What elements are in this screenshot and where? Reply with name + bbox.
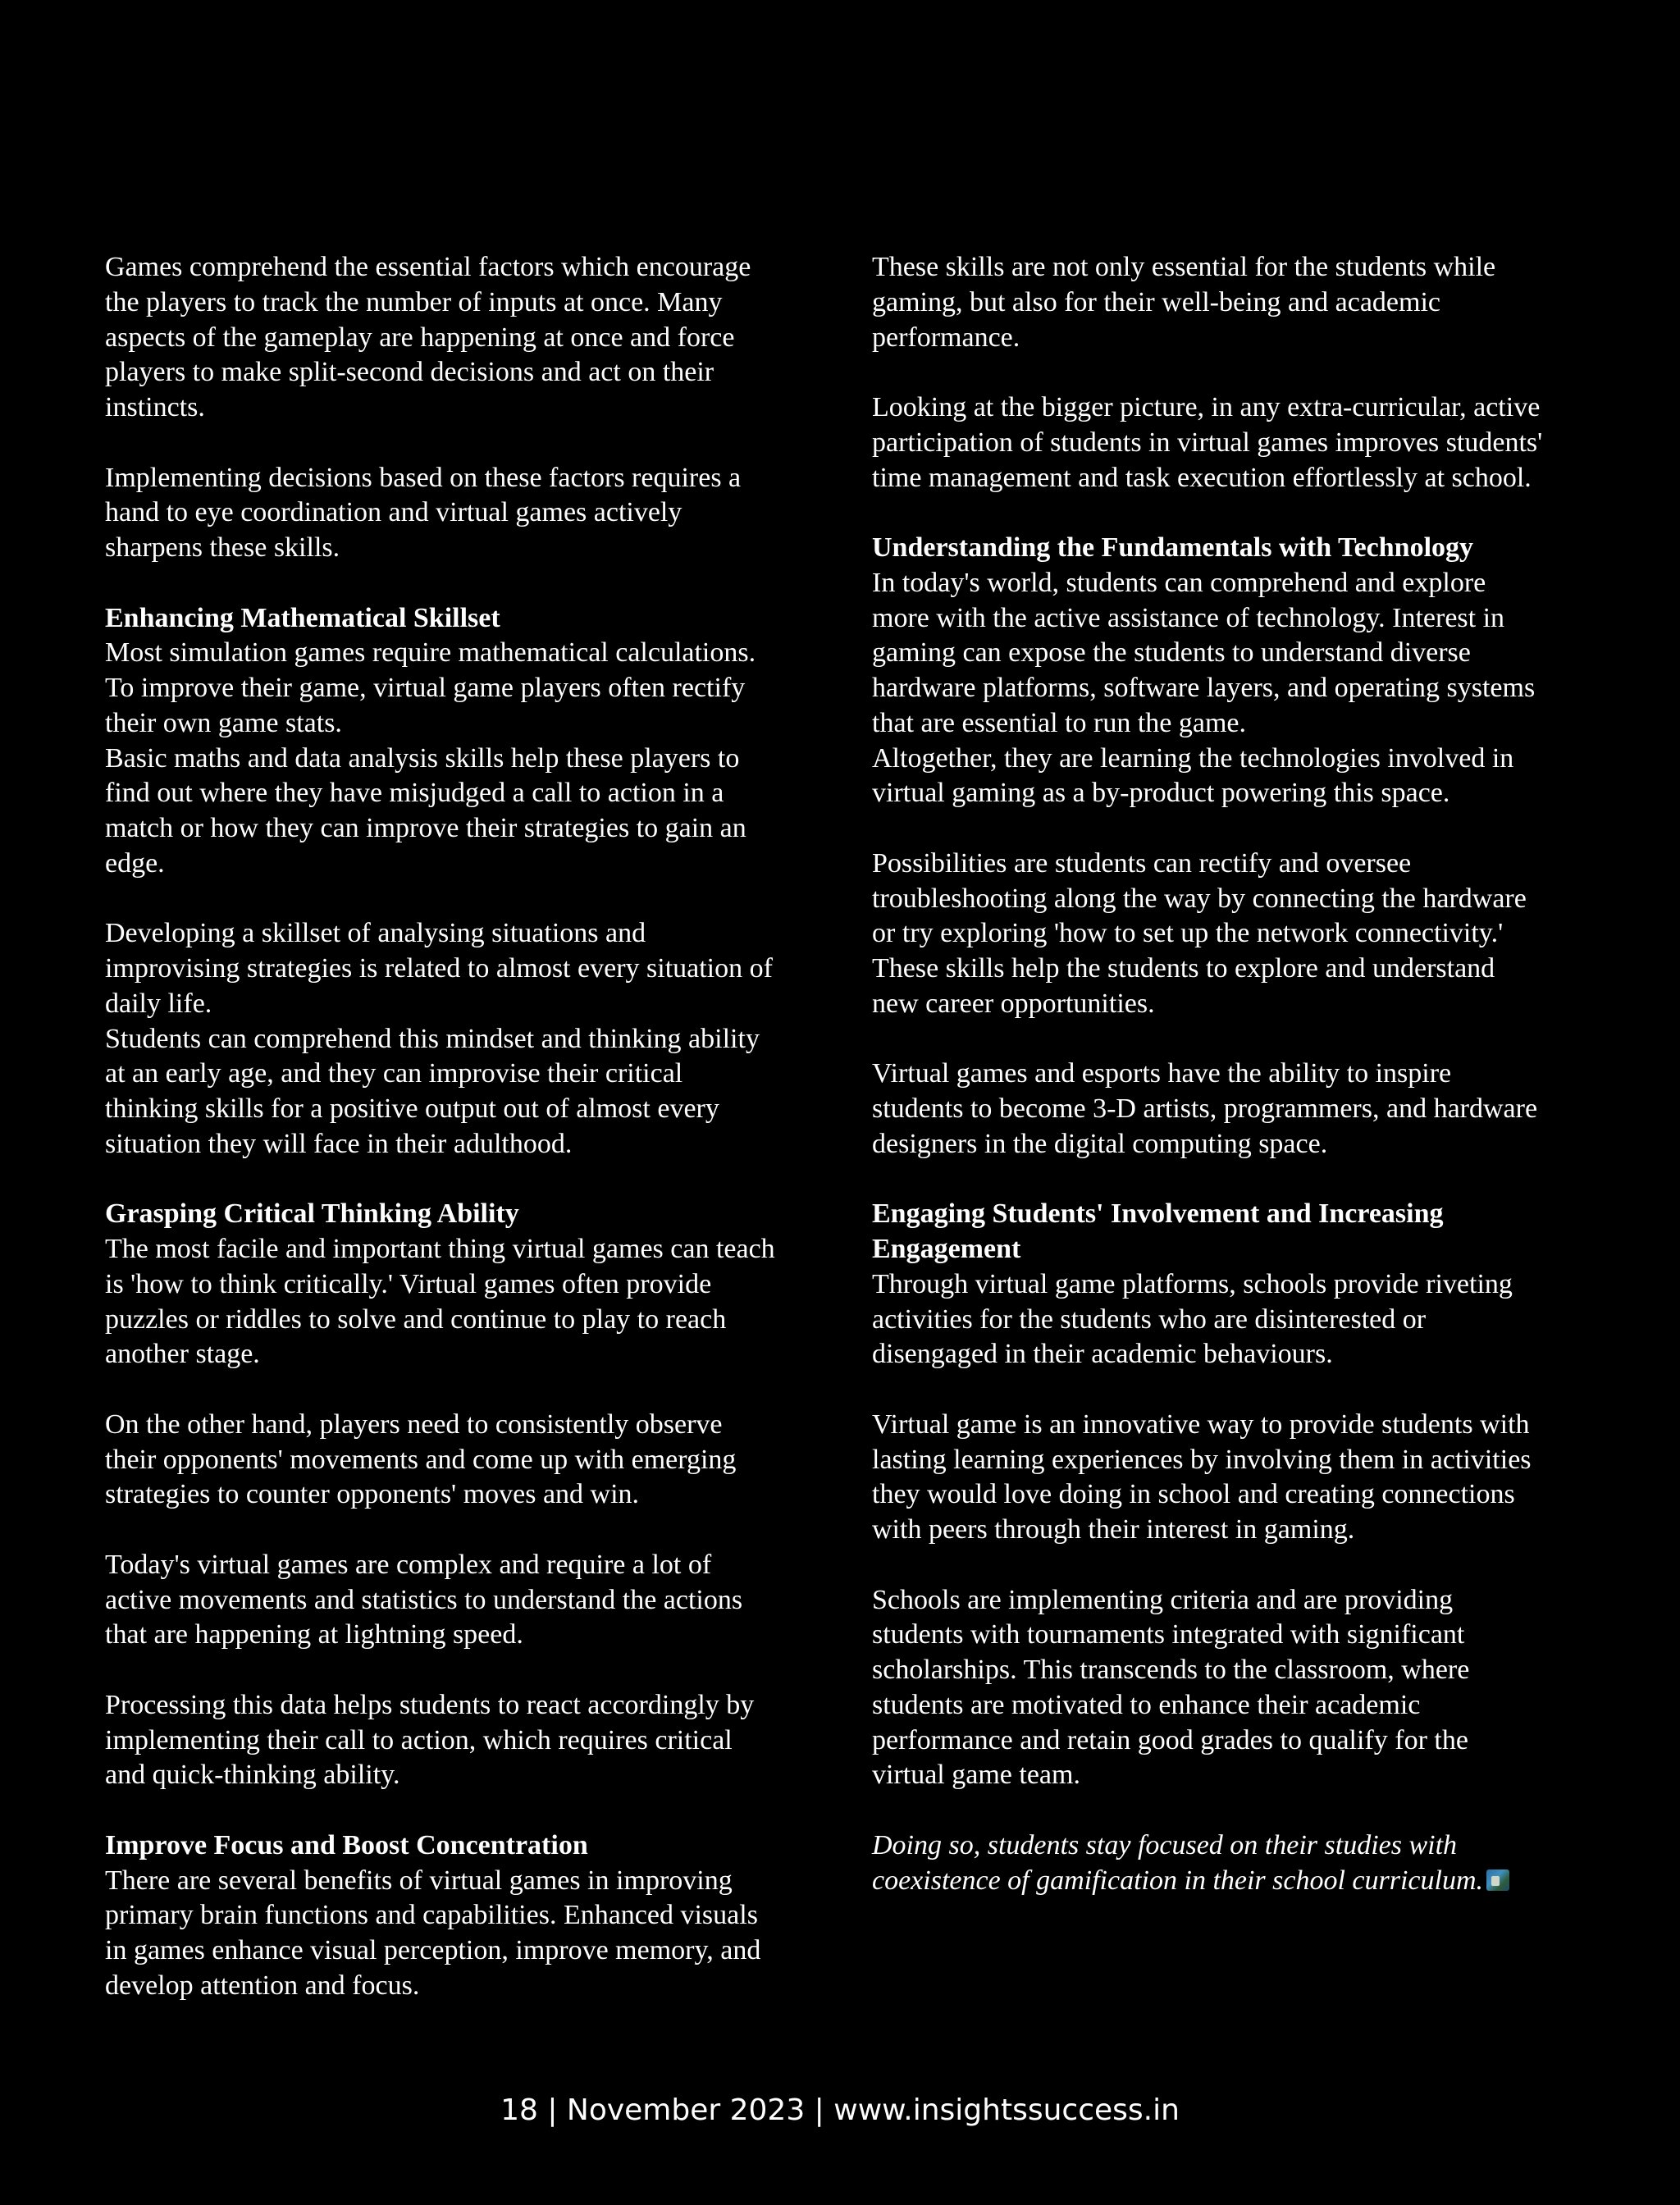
paragraph-think-critically: [105, 1232, 817, 1372]
text-line: hand to eye coordination and virtual games actively: [105, 497, 682, 528]
text-line: develop attention and focus.: [105, 1970, 420, 2001]
text-line: lasting learning experiences by involving them in activities: [872, 1444, 1532, 1475]
heading-text: Engagement: [872, 1234, 1021, 1264]
text-line: Schools are implementing criteria and are providing: [872, 1584, 1454, 1615]
text-line: hardware platforms, software layers, and operating systems: [872, 673, 1536, 703]
text-line: Implementing decisions based on these factors requires a: [105, 462, 742, 493]
text-line: scholarships. This transcends to the classroom, where: [872, 1655, 1470, 1685]
left-column: [105, 250, 817, 2004]
heading-text: Improve Focus and Boost Concentration: [105, 1829, 588, 1860]
text-line: puzzles or riddles to solve and continue to play to reach: [105, 1303, 727, 1335]
paragraph-developing-skillset: [105, 916, 817, 1162]
text-line: edge.: [105, 847, 165, 879]
text-line: coexistence of gamification in their school curriculum.: [872, 1865, 1484, 1896]
text-line: troubleshooting along the way by connecting the hardware: [872, 883, 1527, 914]
text-line: their opponents' movements and come up with emerging: [105, 1444, 737, 1475]
text-line: with peers through their interest in gaming.: [872, 1514, 1355, 1545]
text-line: or try exploring 'how to set up the network connectivity.': [872, 918, 1504, 949]
section-heading-engaging-students: [872, 1197, 1586, 1267]
text-line: match or how they can improve their strategies to gain an: [105, 813, 746, 843]
text-line: Virtual game is an innovative way to provide students with: [872, 1408, 1530, 1440]
text-line: strategies to counter opponents' moves and win.: [105, 1479, 640, 1510]
paragraph-possibilities: [872, 847, 1586, 1022]
text-line: their own game stats.: [105, 707, 342, 738]
text-line: thinking skills for a positive output out of almost every: [105, 1093, 719, 1124]
text-line: There are several benefits of virtual games in improving: [105, 1865, 733, 1896]
text-line: gaming, but also for their well-being and academic: [872, 286, 1440, 317]
paragraph-simulation-games: [105, 636, 817, 881]
paragraph-esports-inspire: [872, 1057, 1586, 1162]
text-line: The most facile and important thing virtual games can teach: [105, 1234, 775, 1264]
text-line: active movements and statistics to understand the actions: [105, 1584, 743, 1615]
section-heading-fundamentals-technology: [872, 531, 1586, 566]
text-line: find out where they have misjudged a call to action in a: [105, 778, 724, 809]
text-line: new career opportunities.: [872, 988, 1155, 1019]
paragraph-opponents: [105, 1408, 817, 1513]
text-line: the players to track the number of inputs at once. Many: [105, 286, 723, 317]
text-line: instincts.: [105, 392, 205, 422]
text-line: On the other hand, players need to consistently observe: [105, 1408, 723, 1440]
text-line: at an early age, and they can improvise their critical: [105, 1058, 683, 1089]
paragraph-brain-functions: [105, 1864, 817, 2004]
paragraph-skills-essential: [872, 250, 1586, 355]
section-heading-mathematical-skillset: [105, 601, 817, 637]
right-column: [872, 250, 1586, 1898]
text-line-with-mark: [872, 1864, 1586, 1899]
text-line: students are motivated to enhance their academic: [872, 1689, 1421, 1720]
paragraph-complex-games: [105, 1548, 817, 1653]
text-line: they would love doing in school and creating connections: [872, 1479, 1515, 1510]
paragraph-bigger-picture: [872, 390, 1586, 495]
text-line: activities for the students who are disinterested or: [872, 1303, 1427, 1335]
text-line: Possibilities are students can rectify and oversee: [872, 847, 1412, 879]
text-line: Students can comprehend this mindset and thinking ability: [105, 1023, 760, 1054]
text-line: These skills are not only essential for the students while: [872, 252, 1496, 282]
paragraph-processing-data: [105, 1688, 817, 1793]
text-line: designers in the digital computing space.: [872, 1128, 1328, 1159]
heading-text: Engaging Students' Involvement and Increasing: [872, 1198, 1444, 1230]
heading-text: Enhancing Mathematical Skillset: [105, 602, 500, 633]
text-line: more with the active assistance of technology. Interest in: [872, 602, 1505, 633]
text-line: Basic maths and data analysis skills help these players to: [105, 742, 740, 774]
text-line: implementing their call to action, which requires critical: [105, 1724, 733, 1755]
section-heading-focus-concentration: [105, 1828, 817, 1864]
heading-text: Grasping Critical Thinking Ability: [105, 1198, 519, 1230]
text-line: virtual game team.: [872, 1760, 1080, 1791]
paragraph-todays-world: [872, 566, 1586, 811]
text-line: Looking at the bigger picture, in any extra-curricular, active: [872, 392, 1541, 422]
paragraph-implementing-decisions: [105, 461, 817, 566]
text-line: primary brain functions and capabilities. Enhanced visuals: [105, 1900, 758, 1931]
text-line: situation they will face in their adulthood.: [105, 1128, 573, 1159]
text-line: that are happening at lightning speed.: [105, 1619, 523, 1650]
text-line: time management and task execution effortlessly at school.: [872, 462, 1532, 493]
heading-text: Understanding the Fundamentals with Technology: [872, 532, 1474, 563]
end-mark-icon: [1486, 1869, 1509, 1891]
text-line: is 'how to think critically.' Virtual games often provide: [105, 1268, 712, 1299]
text-line: another stage.: [105, 1339, 260, 1370]
text-line: sharpens these skills.: [105, 532, 340, 563]
text-line: virtual gaming as a by-product powering this space.: [872, 778, 1450, 809]
paragraph-innovative-way: [872, 1408, 1586, 1548]
text-line: and quick-thinking ability.: [105, 1760, 400, 1791]
text-line: Games comprehend the essential factors which encourage: [105, 252, 751, 282]
text-line: students with tournaments integrated with significant: [872, 1619, 1465, 1650]
text-line: that are essential to run the game.: [872, 707, 1246, 738]
paragraph-closing-italic: [872, 1828, 1586, 1899]
text-line: aspects of the gameplay are happening at once and force: [105, 322, 735, 353]
text-line: These skills help the students to explore and understand: [872, 953, 1495, 984]
paragraph-games-factors: [105, 250, 817, 426]
text-line: Doing so, students stay focused on their studies with: [872, 1829, 1458, 1860]
text-line: Today's virtual games are complex and require a lot of: [105, 1549, 712, 1580]
text-line: Through virtual game platforms, schools provide riveting: [872, 1268, 1513, 1299]
text-line: players to make split-second decisions and act on their: [105, 357, 714, 388]
text-line: improvising strategies is related to almost every situation of: [105, 953, 773, 984]
page-footer: 18 | November 2023 | www.insightssuccess.in: [500, 2093, 1180, 2127]
text-line: In today's world, students can comprehend and explore: [872, 567, 1486, 598]
text-line: daily life.: [105, 988, 212, 1019]
text-line: in games enhance visual perception, improve memory, and: [105, 1935, 761, 1965]
paragraph-riveting-activities: [872, 1267, 1586, 1372]
text-line: performance and retain good grades to qualify for the: [872, 1724, 1468, 1755]
text-line: Virtual games and esports have the ability to inspire: [872, 1058, 1452, 1089]
text-line: disengaged in their academic behaviours.: [872, 1339, 1333, 1370]
section-heading-critical-thinking: [105, 1197, 817, 1232]
text-line: Altogether, they are learning the technologies involved in: [872, 742, 1514, 774]
text-line: participation of students in virtual games improves students': [872, 427, 1543, 458]
text-line: Processing this data helps students to react accordingly by: [105, 1689, 755, 1720]
text-line: To improve their game, virtual game players often rectify: [105, 673, 746, 703]
text-line: Most simulation games require mathematical calculations.: [105, 637, 756, 669]
text-line: Developing a skillset of analysing situations and: [105, 918, 646, 949]
text-line: gaming can expose the students to understand diverse: [872, 637, 1471, 669]
text-line: performance.: [872, 322, 1020, 353]
text-line: students to become 3-D artists, programmers, and hardware: [872, 1093, 1538, 1124]
paragraph-schools-criteria: [872, 1583, 1586, 1794]
